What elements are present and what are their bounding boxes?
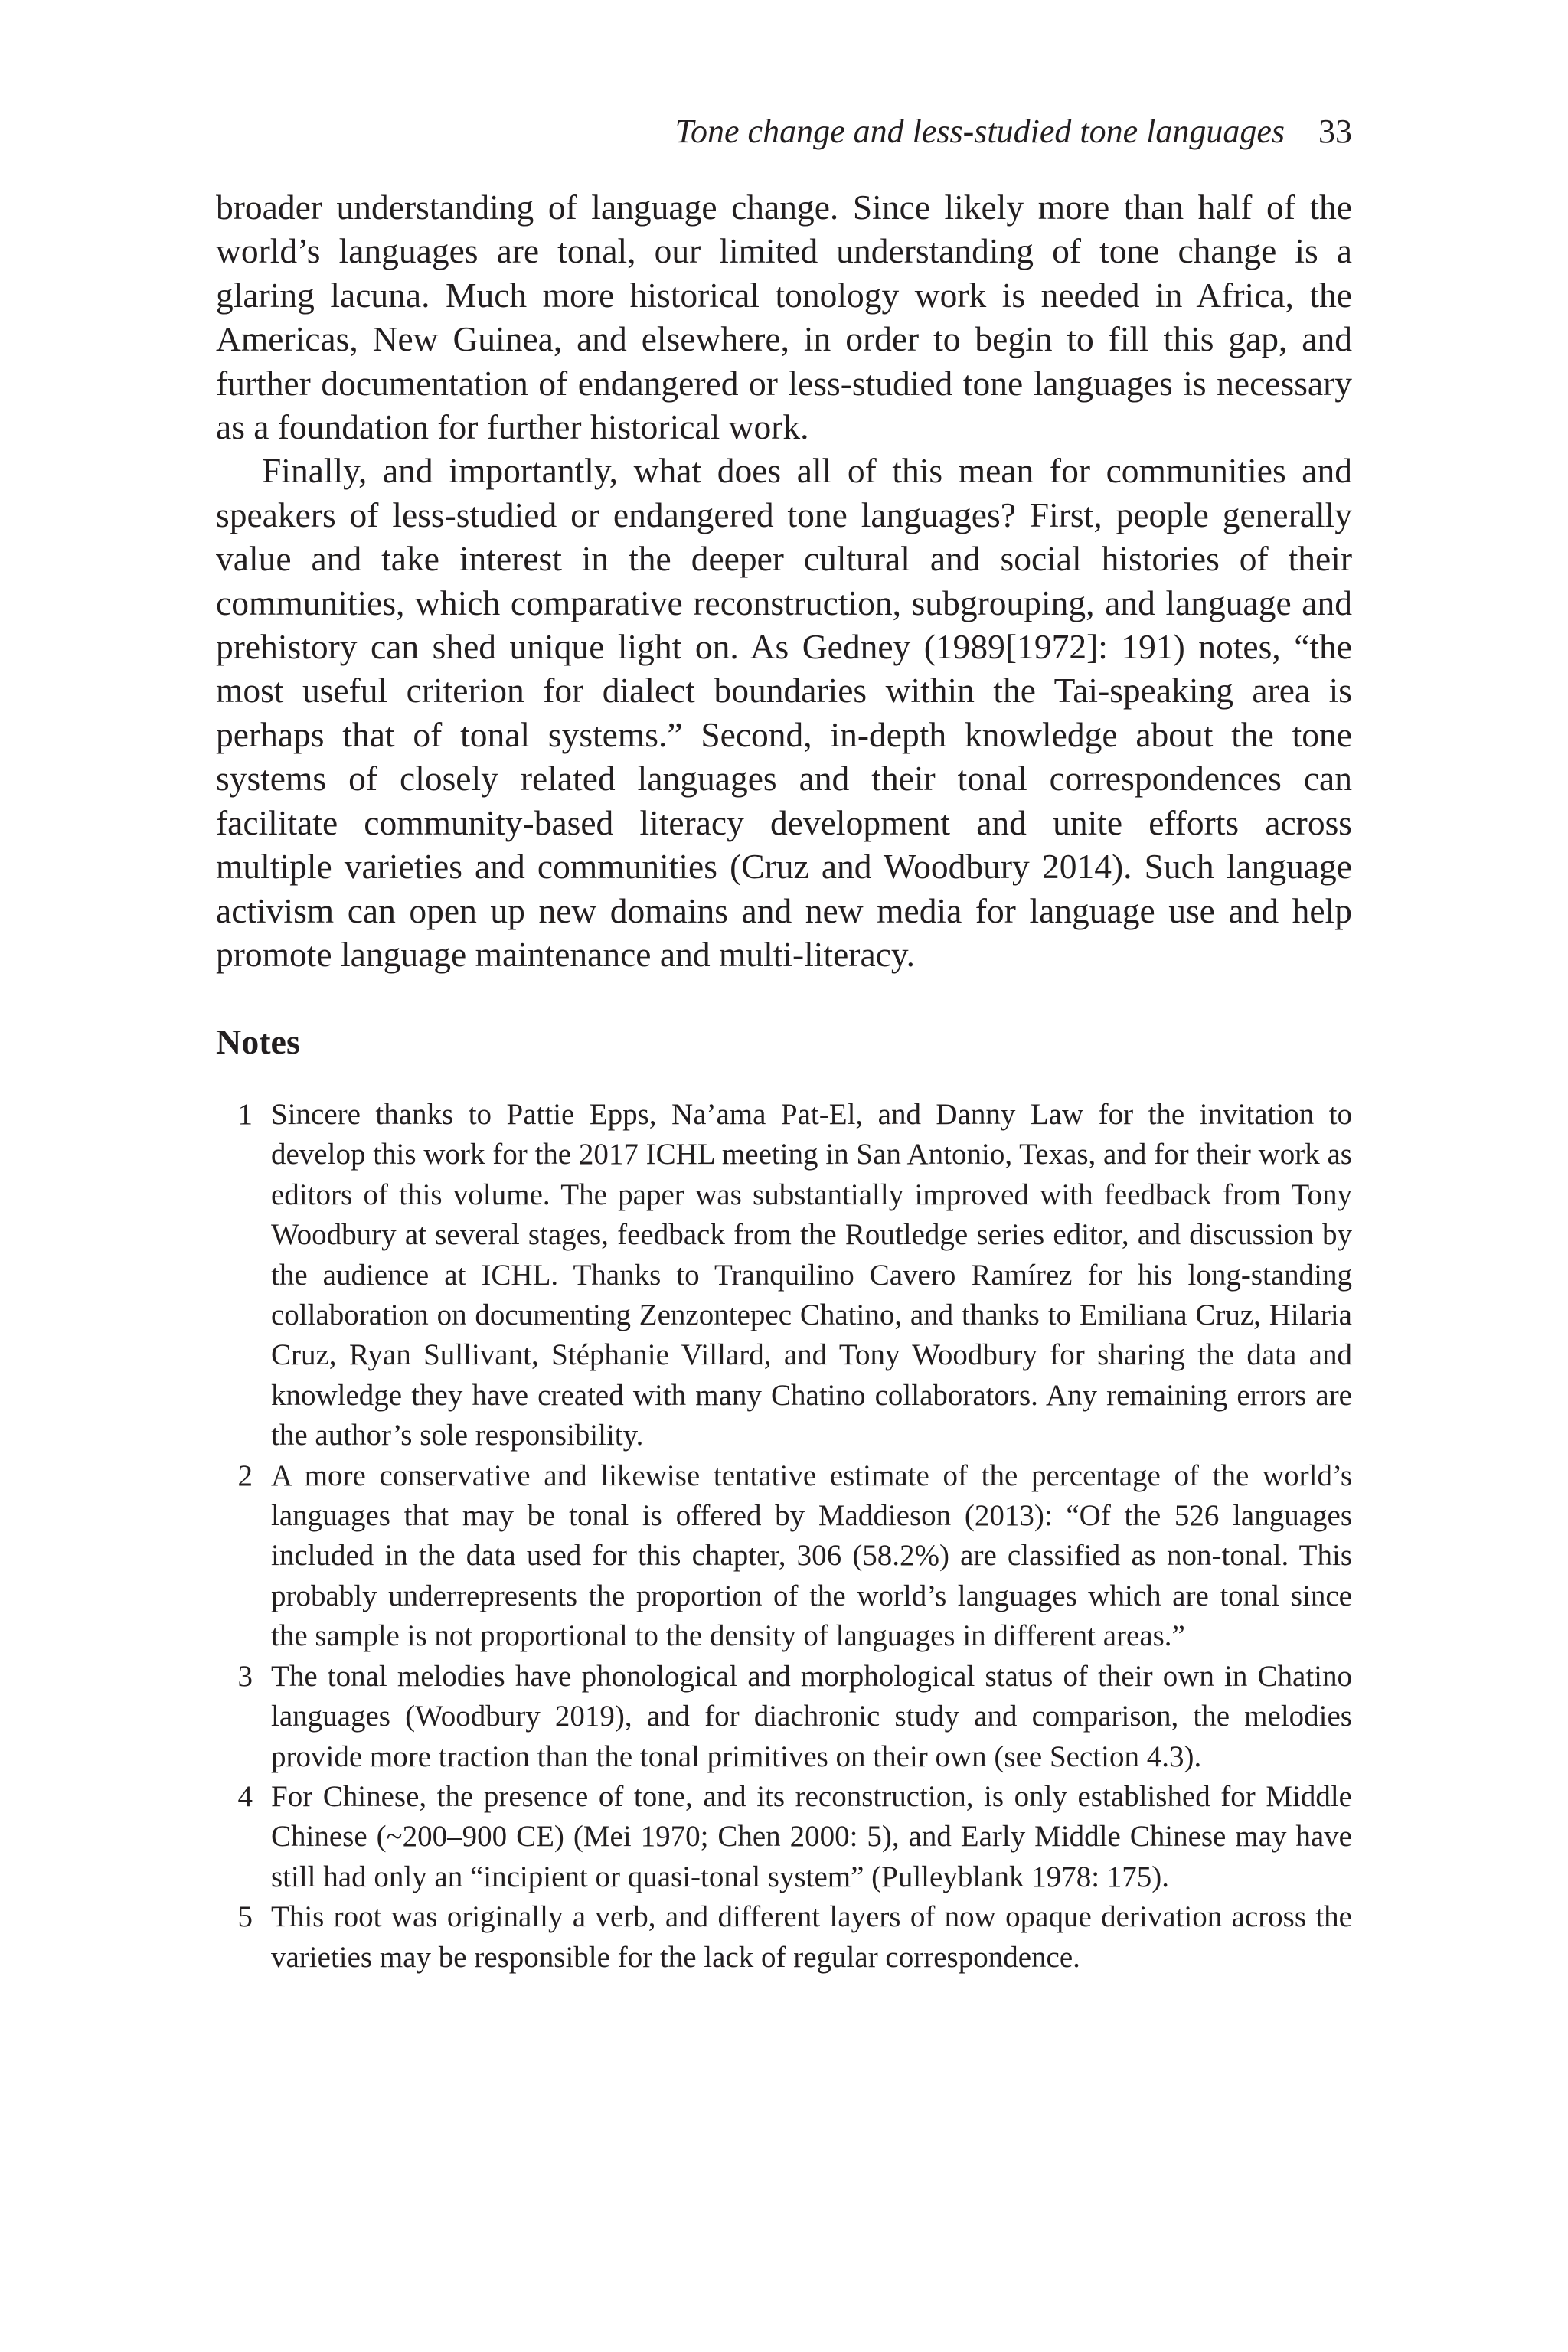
note-text: This root was originally a verb, and different layers of now opaque derivation across the varieties may be responsible for the lack of regular correspondence.: [271, 1900, 1352, 1974]
notes-list: [216, 1095, 1352, 1978]
note-item: [216, 1456, 1352, 1657]
note-text: Sincere thanks to Pattie Epps, Na’ama Pat-El, and Danny Law for the invitation to develop this work for the 2017 ICHL meeting in San Antonio, Texas, and for their work as editors of this volume. The paper was substantially improved with feedback from Tony Woodbury at several stages, feedback from the Routledge series editor, and discussion by the audience at ICHL. Thanks to Tranquilino Cavero Ramírez for his long-standing collaboration on documenting Zenzontepec Chatino, and thanks to Emiliana Cruz, Hilaria Cruz, Ryan Sullivant, Stéphanie Villard, and Tony Woodbury for sharing the data and knowledge they have created with many Chatino collaborators. Any remaining errors are the author’s sole responsibility.: [271, 1098, 1352, 1452]
body-text: [216, 185, 1352, 976]
notes-heading: Notes: [216, 1022, 300, 1061]
note-item: [216, 1897, 1352, 1978]
note-text: The tonal melodies have phonological and morphological status of their own in Chatino languages (Woodbury 2019), and for diachronic study and comparison, the melodies provide more traction than the tonal primitives on their own (see Section 4.3).: [271, 1659, 1352, 1773]
running-head-title: Tone change and less-studied tone languages: [675, 113, 1285, 150]
body-paragraph-continued: broader understanding of language change. Since likely more than half of the world’s languages are tonal, our limited understanding of tone change is a glaring lacuna. Much more historical tonology work is needed in Africa, the Americas, New Guinea, and elsewhere, in order to begin to fill this gap, and further documentation of endangered or less-studied tone languages is necessary as a foundation for further historical work.: [216, 188, 1352, 447]
running-head: [675, 115, 1352, 149]
note-number: 2: [237, 1459, 253, 1492]
body-paragraph: Finally, and importantly, what does all of this mean for communities and speakers of less-studied or endangered tone languages? First, people generally value and take interest in the deeper cultural and social histories of their communities, which comparative reconstruction, subgrouping, and language and prehistory can shed unique light on. As Gedney (1989[1972]: 191) notes, “the most useful criterion for dialect boundaries within the Tai-speaking area is perhaps that of tonal systems.” Second, in-depth knowledge about the tone systems of closely related languages and their tonal correspondences can facilitate community-based literacy development and unite efforts across multiple varieties and communities (Cruz and Woodbury 2014). Such language activism can open up new domains and new media for language use and help promote language maintenance and multi-literacy.: [216, 451, 1352, 974]
note-item: [216, 1095, 1352, 1456]
note-item: [216, 1777, 1352, 1897]
note-text: A more conservative and likewise tentative estimate of the percentage of the world’s languages that may be tonal is offered by Maddieson (2013): “Of the 526 languages included in the data used for this chapter, 306 (58.2%) are classified as non-tonal. This probably underrepresents the proportion of the world’s languages which are tonal since the sample is not proportional to the density of languages in different areas.”: [271, 1459, 1352, 1653]
note-number: 3: [237, 1659, 253, 1693]
note-item: [216, 1657, 1352, 1777]
note-number: 4: [237, 1779, 253, 1813]
page-number: 33: [1318, 113, 1352, 150]
note-number: 5: [237, 1900, 253, 1934]
note-number: 1: [237, 1098, 253, 1131]
note-text: For Chinese, the presence of tone, and its reconstruction, is only established for Middle Chinese (~200–900 CE) (Mei 1970; Chen 2000: 5), and Early Middle Chinese may have still had only an “incipient or quasi-tonal system” (Pulleyblank 1978: 175).: [271, 1779, 1352, 1893]
